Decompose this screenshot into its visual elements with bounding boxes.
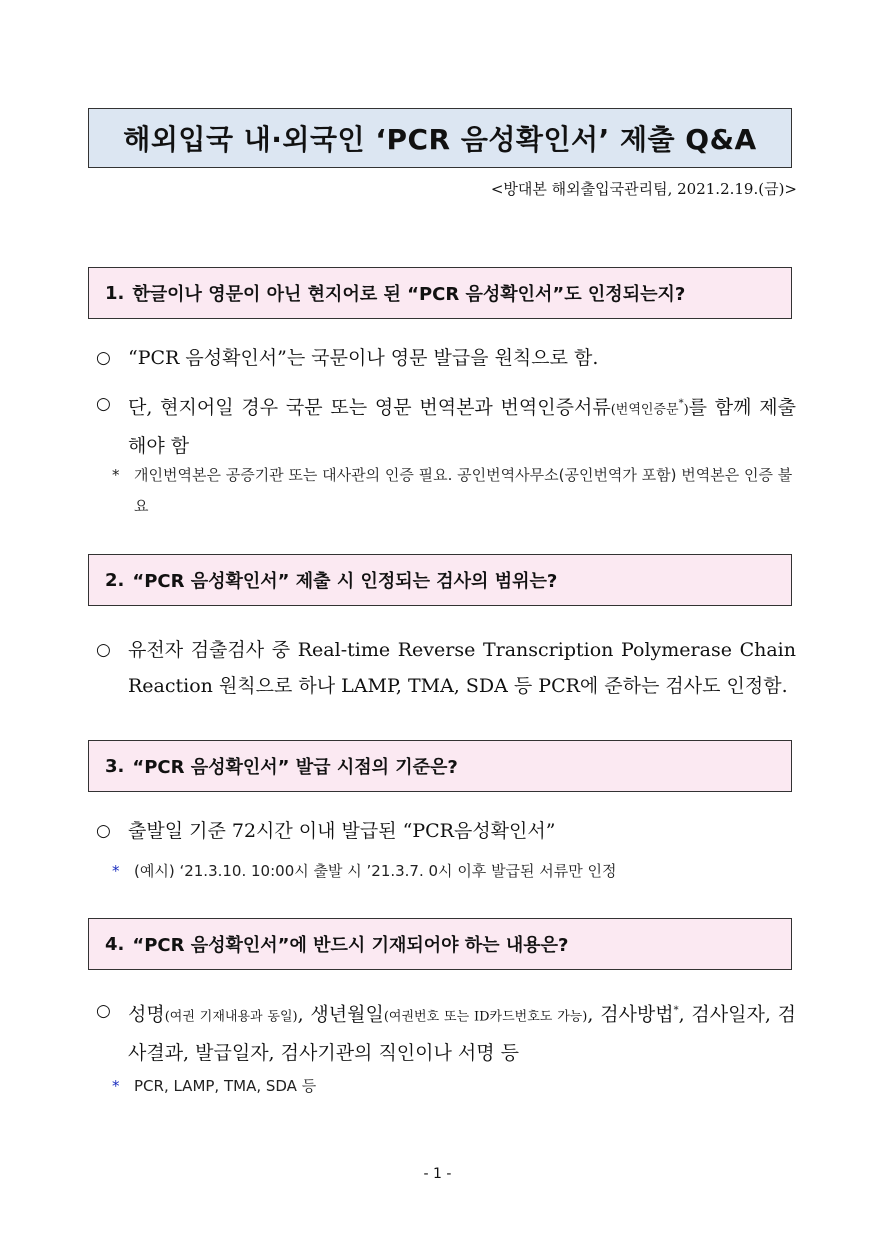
answer-1-bullet-2-text [96, 386, 796, 464]
question-4-number: 4. [105, 933, 125, 955]
answer-1-bullet-2-after: 를 함께 제출해야 함 [128, 396, 796, 458]
answer-3-bullet-1-text: 출발일 기준 72시간 이내 발급된 “PCR음성확인서” [128, 820, 556, 842]
answer-3-note-1 [112, 856, 798, 887]
answer-1-bullet-2 [96, 386, 796, 464]
answer-4-part-2-small: (여권번호 또는 ID카드번호도 가능) [383, 1009, 588, 1025]
answer-4-note-1-text: PCR, LAMP, TMA, SDA 등 [134, 1077, 317, 1095]
question-3-number: 3. [105, 755, 125, 777]
question-2-text: “PCR 음성확인서” 제출 시 인정되는 검사의 범위는? [132, 571, 558, 592]
answer-3-bullet-1 [96, 813, 796, 849]
question-2-number: 2. [105, 569, 125, 591]
answer-4-bullet-1 [96, 993, 796, 1071]
question-4-box [88, 918, 792, 970]
footnote-star-marker: * [673, 1005, 679, 1016]
answer-4-part-4: , 검사일자, 검사결과, 발급일자, 검사기관의 직인이나 서명 등 [128, 1003, 797, 1065]
bullet-circle-icon: ○ [96, 821, 111, 841]
question-2-box [88, 554, 792, 606]
bullet-circle-icon: ○ [96, 394, 111, 414]
answer-1-bullet-2-small-close: ) [683, 402, 689, 418]
answer-4-bullet-1-text [96, 993, 796, 1071]
question-1-text: 한글이나 영문이 아닌 현지어로 된 “PCR 음성확인서”도 인정되는지? [132, 284, 686, 305]
bullet-circle-icon: ○ [96, 348, 111, 368]
answer-4-note-1 [112, 1071, 798, 1102]
footnote-star-icon: * [112, 1077, 120, 1095]
question-4-text: “PCR 음성확인서”에 반드시 기재되어야 하는 내용은? [132, 935, 569, 956]
answer-1-bullet-1 [96, 340, 796, 376]
document-subtitle: <방대본 해외출입국관리팀, 2021.2.19.(금)> [490, 180, 797, 198]
answer-1-bullet-1-text: “PCR 음성확인서”는 국문이나 영문 발급을 원칙으로 함. [128, 347, 599, 369]
answer-4-part-2: , 생년월일 [297, 1003, 384, 1026]
answer-1-bullet-2-main: 단, 현지어일 경우 국문 또는 영문 번역본과 번역인증서류 [128, 396, 611, 419]
answer-4-part-1: 성명 [128, 1003, 165, 1026]
footnote-star-marker: * [678, 398, 684, 409]
document-title-text: 해외입국 내·외국인 ‘PCR 음성확인서’ 제출 Q&A [123, 123, 757, 156]
page-number: - 1 - [423, 1166, 452, 1182]
answer-4-part-1-small: (여권 기재내용과 동일) [164, 1009, 298, 1025]
footnote-star-icon: * [112, 466, 120, 484]
bullet-circle-icon: ○ [96, 640, 111, 660]
answer-3-note-1-text: (예시) ‘21.3.10. 10:00시 출발 시 ’21.3.7. 0시 이후 발급된 서류만 인정 [134, 862, 617, 880]
question-3-box [88, 740, 792, 792]
footnote-star-icon: * [112, 862, 120, 880]
bullet-circle-icon: ○ [96, 1001, 111, 1021]
document-title [88, 108, 792, 168]
answer-4-part-3: , 검사방법 [587, 1003, 674, 1026]
question-1-box [88, 267, 792, 319]
question-3-text: “PCR 음성확인서” 발급 시점의 기준은? [132, 757, 458, 778]
answer-1-note-1-text: 개인번역본은 공증기관 또는 대사관의 인증 필요. 공인번역사무소(공인번역가 포함) 번역본은 인증 불요 [134, 466, 793, 515]
answer-2-bullet-1 [96, 632, 796, 704]
question-1-number: 1. [105, 282, 125, 304]
answer-2-bullet-1-text: 유전자 검출검사 중 Real-time Reverse Transcription Polymerase Chain Reaction 원칙으로 하나 LAMP, TMA, SDA 등 PCR에 준하는 검사도 인정함. [128, 639, 796, 697]
answer-1-bullet-2-small: (번역인증문 [610, 402, 679, 418]
answer-1-note-1 [112, 460, 798, 522]
